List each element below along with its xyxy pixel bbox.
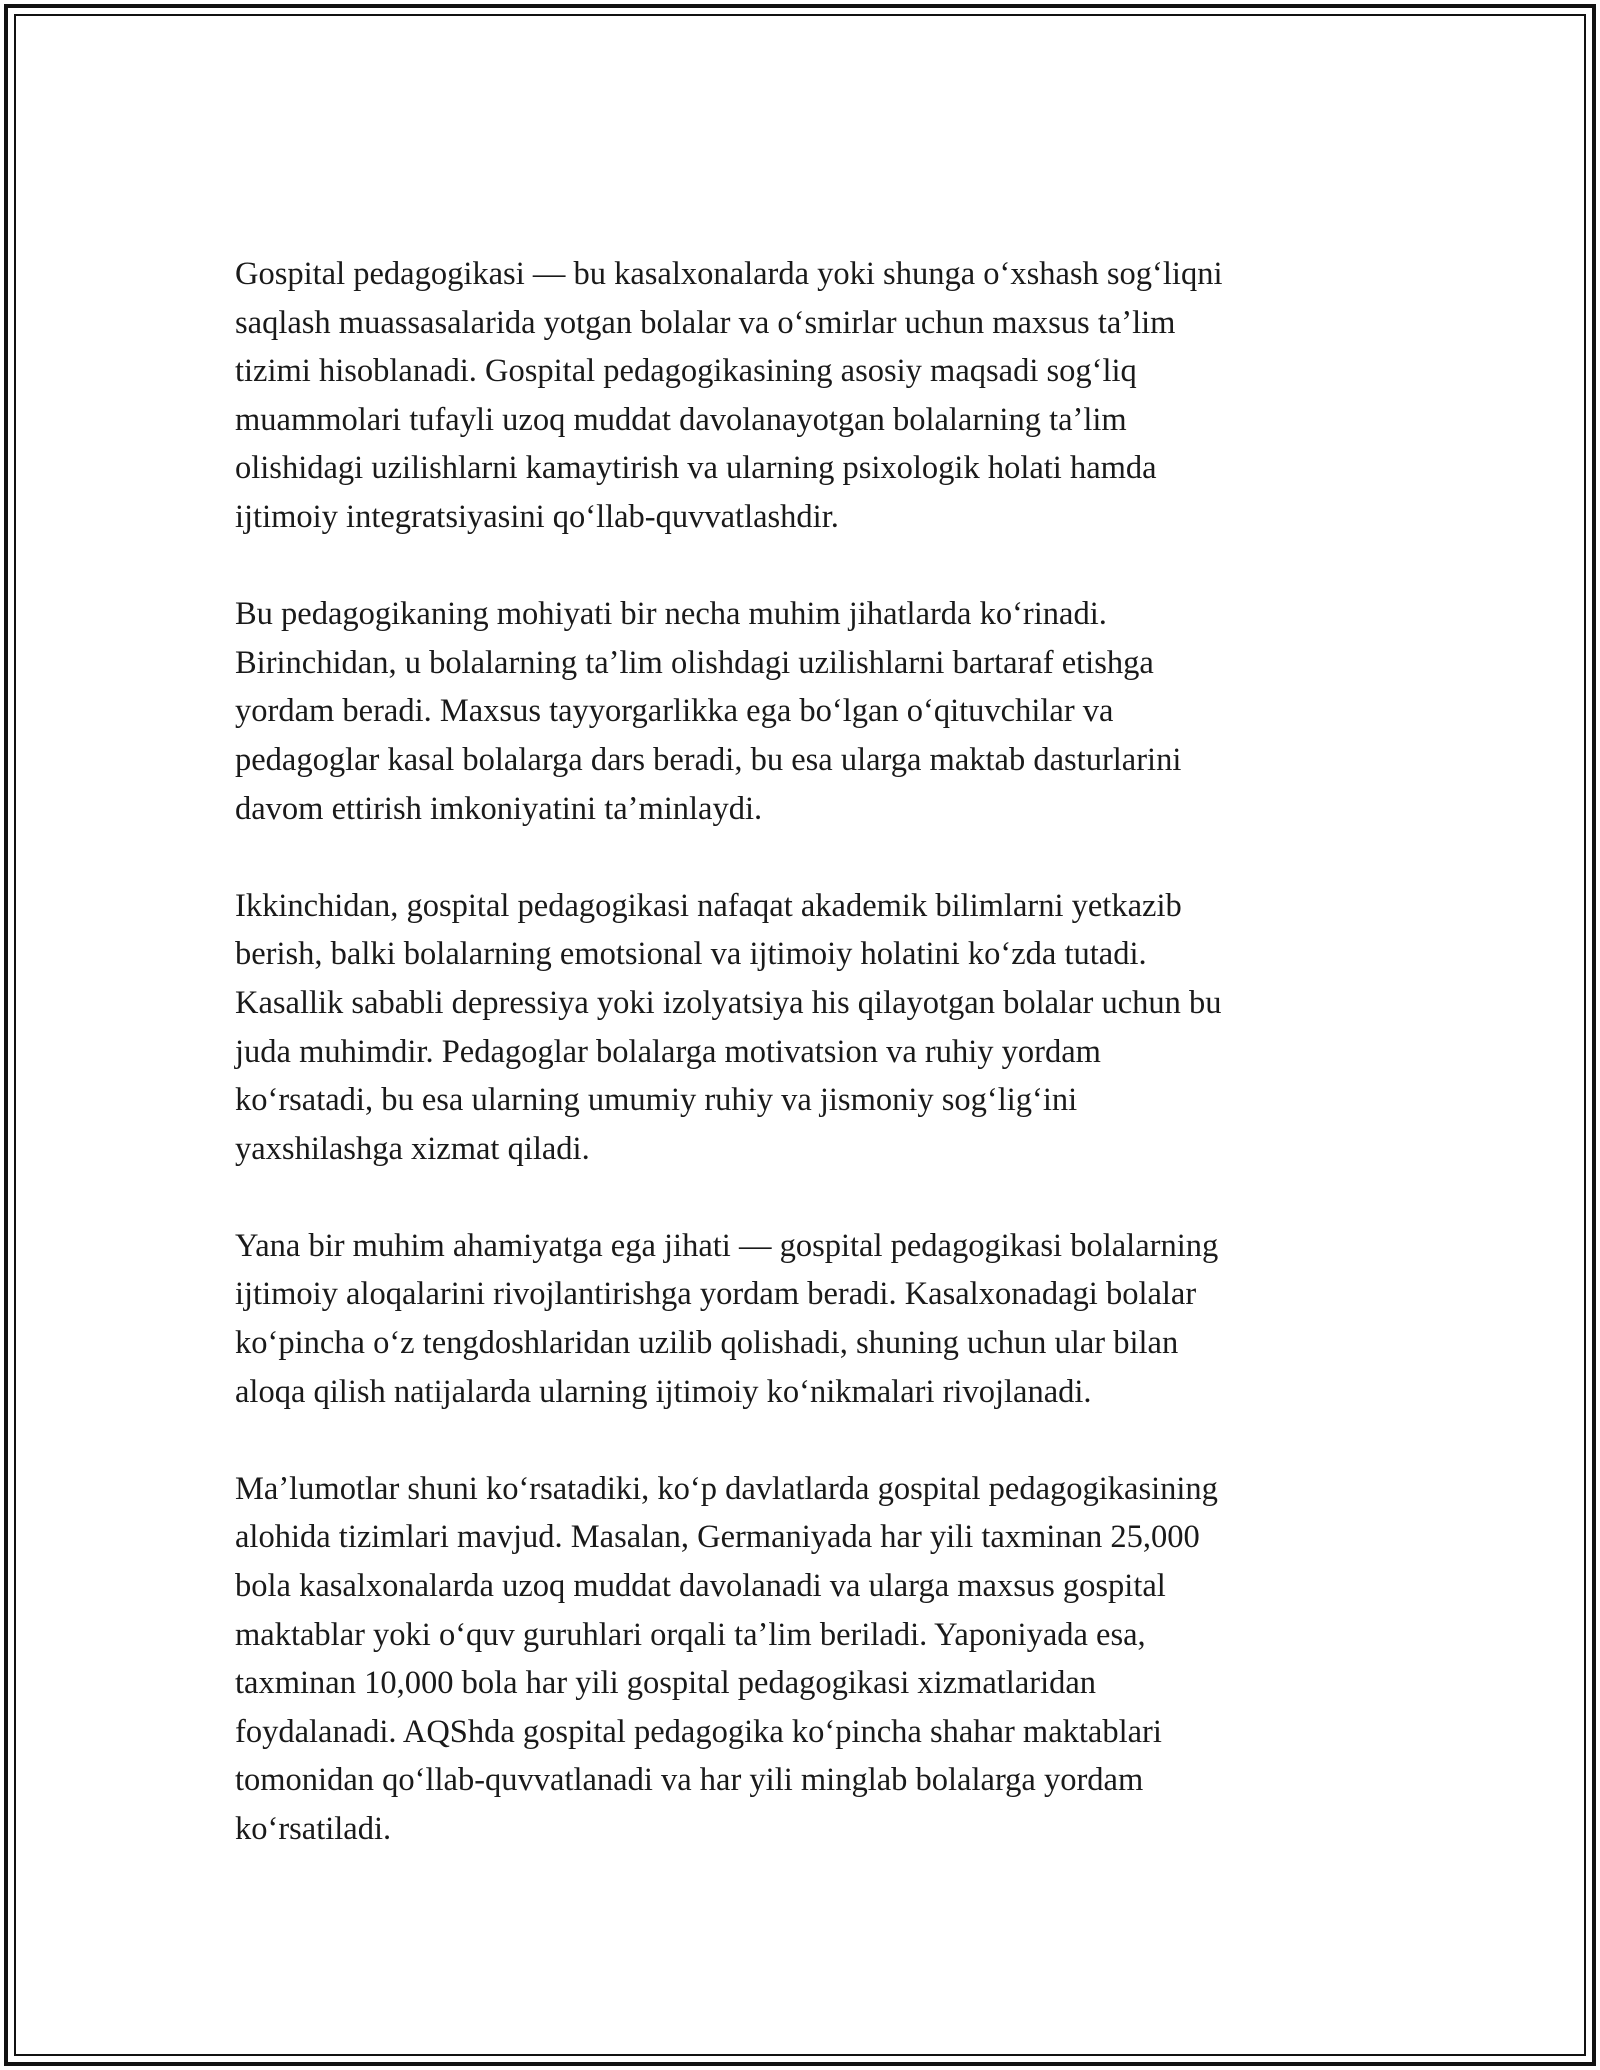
paragraph-4-line-1: Yana bir muhim ahamiyatga ega jihati — gospital pedagogikasi bolalarning (235, 1227, 1219, 1264)
paragraph-5-line-2: alohida tizimlari mavjud. Masalan, Germaniyada har yili taxminan 25,000 (235, 1519, 1200, 1556)
paragraph-1-line-5: olishidagi uzilishlarni kamaytirish va ularning psixologik holati hamda (235, 450, 1157, 487)
document-body (235, 250, 1365, 1854)
paragraph-2-line-2: Birinchidan, u bolalarning taʼlim olishdagi uzilishlarni bartaraf etishga (235, 644, 1154, 681)
paragraph-3-line-3: Kasallik sababli depressiya yoki izolyatsiya his qilayotgan bolalar uchun bu (235, 984, 1222, 1021)
paragraph-5-line-8: koʻrsatiladi. (235, 1811, 392, 1847)
paragraph-3 (235, 882, 1365, 1174)
paragraph-2-line-5: davom ettirish imkoniyatini taʼminlaydi. (235, 790, 763, 827)
paragraph-5 (235, 1465, 1365, 1854)
paragraph-4-line-3: koʻpincha oʻz tengdoshlaridan uzilib qolishadi, shuning uchun ular bilan (235, 1325, 1179, 1362)
paragraph-2-line-3: yordam beradi. Maxsus tayyorgarlikka ega boʻlgan oʻqituvchilar va (235, 693, 1114, 730)
paragraph-spacer (235, 833, 1365, 882)
paragraph-4-line-4: aloqa qilish natijalarda ularning ijtimoiy koʻnikmalari rivojlanadi. (235, 1373, 1092, 1410)
paragraph-spacer (235, 1416, 1365, 1465)
paragraph-5-line-5: taxminan 10,000 bola har yili gospital pedagogikasi xizmatlaridan (235, 1665, 1097, 1702)
paragraph-2-line-4: pedagoglar kasal bolalarga dars beradi, bu esa ularga maktab dasturlarini (235, 741, 1182, 778)
paragraph-4 (235, 1222, 1365, 1416)
paragraph-2-line-1: Bu pedagogikaning mohiyati bir necha muhim jihatlarda koʻrinadi. (235, 596, 1107, 633)
paragraph-5-line-1: Maʼlumotlar shuni koʻrsatadiki, koʻp davlatlarda gospital pedagogikasining (235, 1470, 1218, 1507)
paragraph-1-line-4: muammolari tufayli uzoq muddat davolanayotgan bolalarning taʼlim (235, 401, 1127, 438)
paragraph-1-line-6: ijtimoiy integratsiyasini qoʻllab-quvvatlashdir. (235, 498, 839, 535)
paragraph-1-line-2: saqlash muassasalarida yotgan bolalar va oʻsmirlar uchun maxsus taʼlim (235, 304, 1176, 341)
paragraph-5-line-6: foydalanadi. AQShda gospital pedagogika koʻpincha shahar maktablari (235, 1713, 1162, 1750)
paragraph-5-line-4: maktablar yoki oʻquv guruhlari orqali taʼlim beriladi. Yaponiyada esa, (235, 1616, 1146, 1653)
paragraph-1 (235, 250, 1365, 542)
paragraph-3-line-6: yaxshilashga xizmat qiladi. (235, 1130, 590, 1167)
paragraph-3-line-5: koʻrsatadi, bu esa ularning umumiy ruhiy va jismoniy sogʻligʻini (235, 1082, 1078, 1119)
paragraph-3-line-4: juda muhimdir. Pedagoglar bolalarga motivatsion va ruhiy yordam (235, 1033, 1101, 1070)
paragraph-5-line-7: tomonidan qoʻllab-quvvatlanadi va har yili minglab bolalarga yordam (235, 1762, 1144, 1799)
paragraph-3-line-1: Ikkinchidan, gospital pedagogikasi nafaqat akademik bilimlarni yetkazib (235, 887, 1182, 924)
paragraph-1-line-3: tizimi hisoblanadi. Gospital pedagogikasining asosiy maqsadi sogʻliq (235, 353, 1137, 390)
paragraph-5-line-3: bola kasalxonalarda uzoq muddat davolanadi va ularga maxsus gospital (235, 1568, 1166, 1605)
paragraph-spacer (235, 542, 1365, 591)
paragraph-3-line-2: berish, balki bolalarning emotsional va ijtimoiy holatini koʻzda tutadi. (235, 936, 1147, 973)
paragraph-4-line-2: ijtimoiy aloqalarini rivojlantirishga yordam beradi. Kasalxonadagi bolalar (235, 1276, 1197, 1313)
paragraph-1-line-1: Gospital pedagogikasi — bu kasalxonalarda yoki shunga oʻxshash sogʻliqni (235, 256, 1223, 292)
paragraph-spacer (235, 1173, 1365, 1222)
paragraph-2 (235, 590, 1365, 833)
